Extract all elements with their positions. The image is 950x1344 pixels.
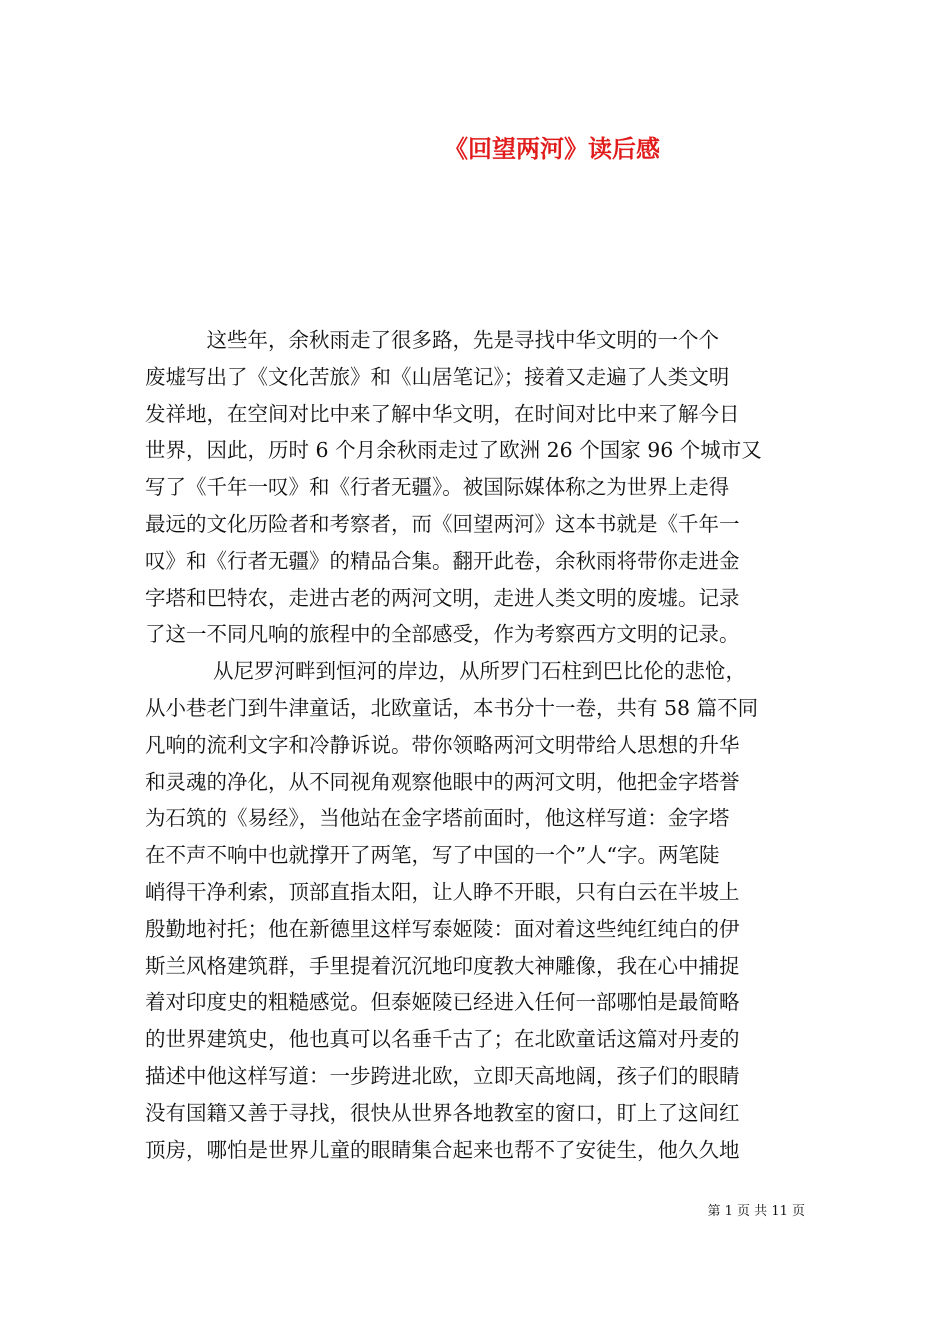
body-line: 叹》和《行者无疆》的精品合集。翻开此卷，余秋雨将带你走进金 xyxy=(145,548,740,573)
body-line: 描述中他这样写道：一步跨进北欧，立即天高地阔，孩子们的眼睛 xyxy=(145,1063,740,1088)
body-line: 凡响的流利文字和冷静诉说。带你领略两河文明带给人思想的升华 xyxy=(145,732,740,757)
page-number-footer: 第 1 页 共 11 页 xyxy=(707,1204,805,1219)
body-line: 了这一不同凡响的旅程中的全部感受，作为考察西方文明的记录。 xyxy=(145,622,740,647)
body-line: 为石筑的《易经》，当他站在金字塔前面时，他这样写道：金字塔 xyxy=(145,806,730,831)
document-title-text: 《回望两河》读后感 xyxy=(444,134,660,163)
body-line: 从小巷老门到牛津童话，北欧童话，本书分十一卷，共有 58 篇不同 xyxy=(145,695,759,720)
body-line: 殷勤地衬托；他在新德里这样写泰姬陵：面对着这些纯红纯白的伊 xyxy=(145,916,740,941)
body-line: 字塔和巴特农，走进古老的两河文明，走进人类文明的废墟。记录 xyxy=(145,585,740,610)
body-line: 着对印度史的粗糙感觉。但泰姬陵已经进入任何一部哪怕是最简略 xyxy=(145,990,740,1015)
body-line: 从尼罗河畔到恒河的岸边，从所罗门石柱到巴比伦的悲怆， xyxy=(145,659,747,684)
body-line: 写了《千年一叹》和《行者无疆》。被国际媒体称之为世界上走得 xyxy=(145,475,730,500)
body-line: 这些年，余秋雨走了很多路，先是寻找中华文明的一个个 xyxy=(145,328,719,352)
body-line: 顶房，哪怕是世界儿童的眼睛集合起来也帮不了安徒生，他久久地 xyxy=(145,1137,740,1162)
body-line: 斯兰风格建筑群，手里提着沉沉地印度教大神雕像，我在心中捕捉 xyxy=(145,953,740,978)
body-line: 和灵魂的净化，从不同视角观察他眼中的两河文明，他把金字塔誉 xyxy=(145,769,740,794)
document-title xyxy=(0,132,950,166)
body-line: 最远的文化历险者和考察者，而《回望两河》这本书就是《千年一 xyxy=(145,511,740,536)
body-line: 没有国籍又善于寻找，很快从世界各地教室的窗口，盯上了这间红 xyxy=(145,1100,740,1125)
document-body xyxy=(145,322,811,1168)
body-line: 发祥地，在空间对比中来了解中华文明，在时间对比中来了解今日 xyxy=(145,401,740,426)
body-line: 的世界建筑史，他也真可以名垂千古了；在北欧童话这篇对丹麦的 xyxy=(145,1027,740,1052)
body-line: 世界，因此，历时 6 个月余秋雨走过了欧洲 26 个国家 96 个城市又 xyxy=(145,438,762,463)
body-line: 峭得干净利索，顶部直指太阳，让人睁不开眼，只有白云在半坡上 xyxy=(145,879,740,904)
body-line: 在不声不响中也就撑开了两笔，写了中国的一个”人“字。两笔陡 xyxy=(145,843,720,868)
body-line: 废墟写出了《文化苦旅》和《山居笔记》；接着又走遍了人类文明 xyxy=(145,364,730,389)
